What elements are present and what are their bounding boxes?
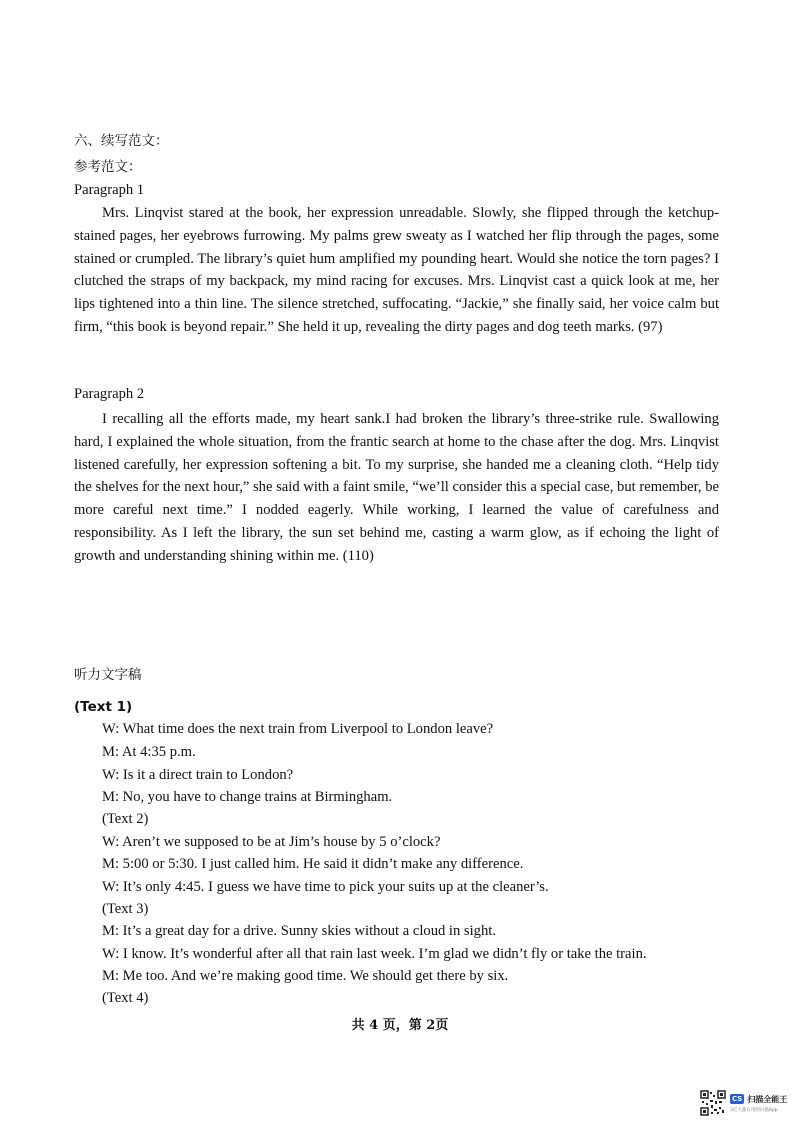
dialog-line: M: 5:00 or 5:30. I just called him. He said it didn’t make any difference.: [102, 856, 524, 872]
section-heading: 六、续写范文：: [74, 133, 169, 149]
scanner-tagline: 3亿人都在用的扫描App: [730, 1107, 778, 1113]
paragraph2-text: I recalling all the efforts made, my heart sank.I had broken the library’s three-strike rule. Swallowing hard, I explained the whole situation, from the frantic search at home to the chase after the dog. Mrs. Linqvist listened carefully, her expression softening a bit. To my surprise, she handed me a cleaning cloth. “Help tidy the shelves for the next hour,” she said with a faint smile, “we’ll consider this a special case, but remember, be more careful next time.” I nodded eagerly. While working, I learned the value of carefulness and responsibility. As I left the library, the sun set behind me, casting a warm glow, as if echoing the light of growth and understanding shining within me. (110): [74, 411, 719, 564]
dialog-line: (Text 3): [102, 901, 149, 917]
dialog-line: W: It’s only 4:45. I guess we have time to pick your suits up at the cleaner’s.: [102, 879, 549, 895]
text1-label: (Text 1): [74, 699, 133, 715]
dialog-line: M: Me too. And we’re making good time. We should get there by six.: [102, 968, 509, 984]
paragraph1-text: Mrs. Linqvist stared at the book, her expression unreadable. Slowly, she flipped through the ketchup-stained pages, her eyebrows furrowing. My palms grew sweaty as I watched her flip through the pages, some stained or crumpled. The library’s quiet hum amplified my pounding heart. Would she notice the torn pages? I clutched the straps of my backpack, my mind racing for excuses. Mrs. Linqvist cast a quick look at me, her lips tightened into a thin line. The silence stretched, suffocating. “Jackie,” she finally said, her voice calm but firm, “this book is beyond repair.” She held it up, revealing the dirty pages and dog teeth marks. (97): [74, 205, 719, 335]
page-footer: 共 4 页，第 2页: [351, 1018, 449, 1033]
qr-code-icon: [700, 1090, 726, 1116]
transcript-heading: 听力文字稿: [74, 667, 142, 683]
scanner-app-name: 扫描全能王: [747, 1094, 788, 1104]
dialog-line: W: What time does the next train from Liverpool to London leave?: [102, 721, 494, 737]
dialog-line: W: Is it a direct train to London?: [102, 767, 294, 783]
dialog-line: W: I know. It’s wonderful after all that rain last week. I’m glad we didn’t fly or take the train.: [102, 946, 647, 962]
sample-label: 参考范文：: [74, 159, 142, 175]
cs-logo-badge: CS: [732, 1095, 743, 1103]
dialog-line: M: No, you have to change trains at Birmingham.: [102, 789, 393, 805]
dialog-line: W: Aren’t we supposed to be at Jim’s house by 5 o’clock?: [102, 834, 441, 850]
dialog-line: (Text 4): [102, 990, 149, 1006]
dialog-line: M: It’s a great day for a drive. Sunny skies without a cloud in sight.: [102, 923, 496, 939]
dialog-line: M: At 4:35 p.m.: [102, 744, 196, 760]
dialog-line: (Text 2): [102, 811, 149, 827]
paragraph1-label: Paragraph 1: [74, 182, 145, 198]
scanner-watermark: [700, 1088, 792, 1118]
paragraph2-label: Paragraph 2: [74, 386, 145, 402]
